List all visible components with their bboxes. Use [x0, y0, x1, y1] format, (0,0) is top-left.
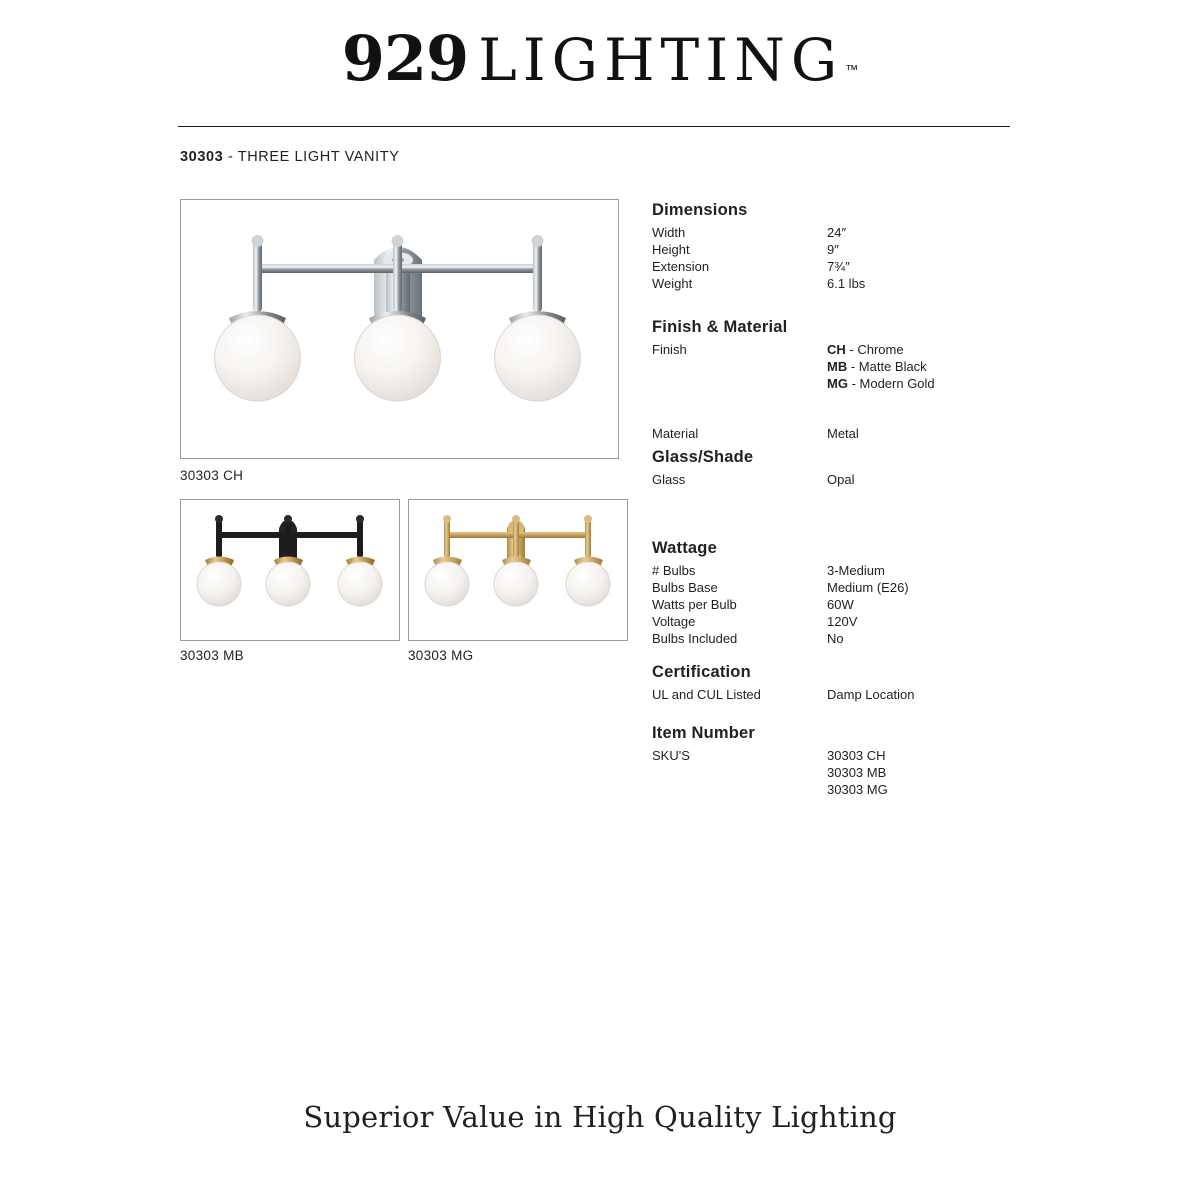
caption-matte-black: 30303 MB: [180, 648, 244, 663]
spec-section-glass-shade: [652, 448, 1172, 488]
spec-row: [652, 613, 1172, 630]
spec-row: [652, 275, 1172, 292]
header-divider: [178, 126, 1010, 127]
spec-value: Medium (E26): [827, 580, 909, 595]
product-title-suffix: - THREE LIGHT VANITY: [223, 149, 400, 165]
finish-material-heading: Finish & Material: [652, 318, 788, 336]
vanity-fixture-modern-gold-illustration: [409, 500, 627, 640]
spec-row: [652, 241, 1172, 258]
finish-name: - Modern Gold: [847, 376, 935, 391]
spec-label: Bulbs Included: [652, 631, 738, 646]
spec-label: Height: [652, 242, 690, 257]
spec-value: 24″: [827, 225, 847, 240]
spec-label: Watts per Bulb: [652, 597, 737, 612]
spec-label: Weight: [652, 276, 693, 291]
spec-row: [652, 224, 1172, 241]
spec-label: # Bulbs: [652, 563, 696, 578]
caption-modern-gold: 30303 MG: [408, 648, 474, 663]
spec-section-certification: [652, 663, 1172, 703]
spec-value: 120V: [827, 614, 858, 629]
spec-value: 9″: [827, 242, 839, 257]
spec-section-dimensions: [652, 201, 1172, 292]
spec-label: UL and CUL Listed: [652, 687, 761, 702]
spec-value: 7¾″: [827, 259, 850, 274]
brand-logo: [0, 22, 1200, 95]
trademark-symbol: ™: [845, 61, 859, 77]
spec-row: [652, 562, 1172, 579]
spec-label: Glass: [652, 472, 686, 487]
spec-label: Voltage: [652, 614, 696, 629]
spec-value: No: [827, 631, 844, 646]
finish-code: MB: [827, 359, 848, 374]
spec-row: [652, 341, 1172, 358]
spec-value: [827, 375, 935, 392]
spec-row: [652, 781, 1172, 798]
spec-value: Damp Location: [827, 687, 915, 702]
spec-row: [652, 425, 1172, 442]
spec-label: SKU'S: [652, 748, 690, 763]
product-image-modern-gold: [408, 499, 628, 641]
vanity-fixture-matte-black-illustration: [181, 500, 399, 640]
spec-label: Material: [652, 426, 699, 441]
logo-word: LIGHTING: [478, 26, 844, 94]
glass-shade-heading: Glass/Shade: [652, 448, 754, 466]
spec-row: [652, 747, 1172, 764]
spec-label: Width: [652, 225, 686, 240]
spec-section-finish-material: [652, 318, 1172, 442]
spec-value: 60W: [827, 597, 854, 612]
spec-row: [652, 630, 1172, 647]
product-image-matte-black: [180, 499, 400, 641]
footer-tagline: Superior Value in High Quality Lighting: [303, 1100, 897, 1134]
wattage-heading: Wattage: [652, 539, 717, 557]
spec-value: 30303 CH: [827, 748, 886, 763]
spec-value: [827, 341, 904, 358]
spec-row: [652, 258, 1172, 275]
spec-row: [652, 764, 1172, 781]
spec-value: 6.1 lbs: [827, 276, 866, 291]
spec-label: Finish: [652, 342, 687, 357]
spec-row: [652, 375, 1172, 392]
certification-heading: Certification: [652, 663, 751, 681]
spacer-row: [652, 392, 1172, 425]
spec-section-wattage: [652, 539, 1172, 647]
item-number-heading: Item Number: [652, 724, 756, 742]
product-image-chrome: [180, 199, 619, 459]
vanity-fixture-chrome-illustration: [181, 200, 618, 458]
spec-row: [652, 579, 1172, 596]
finish-name: - Chrome: [845, 342, 904, 357]
spec-value: Opal: [827, 472, 855, 487]
spec-label: Extension: [652, 259, 710, 274]
page-title: [180, 149, 400, 165]
logo-number: 929: [341, 22, 469, 95]
spec-label: Bulbs Base: [652, 580, 718, 595]
spec-row: [652, 686, 1172, 703]
spec-value: [827, 358, 927, 375]
spec-value: 30303 MB: [827, 765, 887, 780]
dimensions-heading: Dimensions: [652, 201, 748, 219]
product-sku: 30303: [180, 149, 224, 165]
spec-row: [652, 358, 1172, 375]
spec-row: [652, 596, 1172, 613]
finish-code: MG: [827, 376, 848, 391]
spec-value: 30303 MG: [827, 782, 888, 797]
finish-code: CH: [827, 342, 846, 357]
spec-row: [652, 471, 1172, 488]
spec-section-item-number: [652, 724, 1172, 798]
spec-value: Metal: [827, 426, 859, 441]
spec-value: 3-Medium: [827, 563, 885, 578]
finish-name: - Matte Black: [847, 359, 927, 374]
caption-chrome: 30303 CH: [180, 468, 244, 483]
